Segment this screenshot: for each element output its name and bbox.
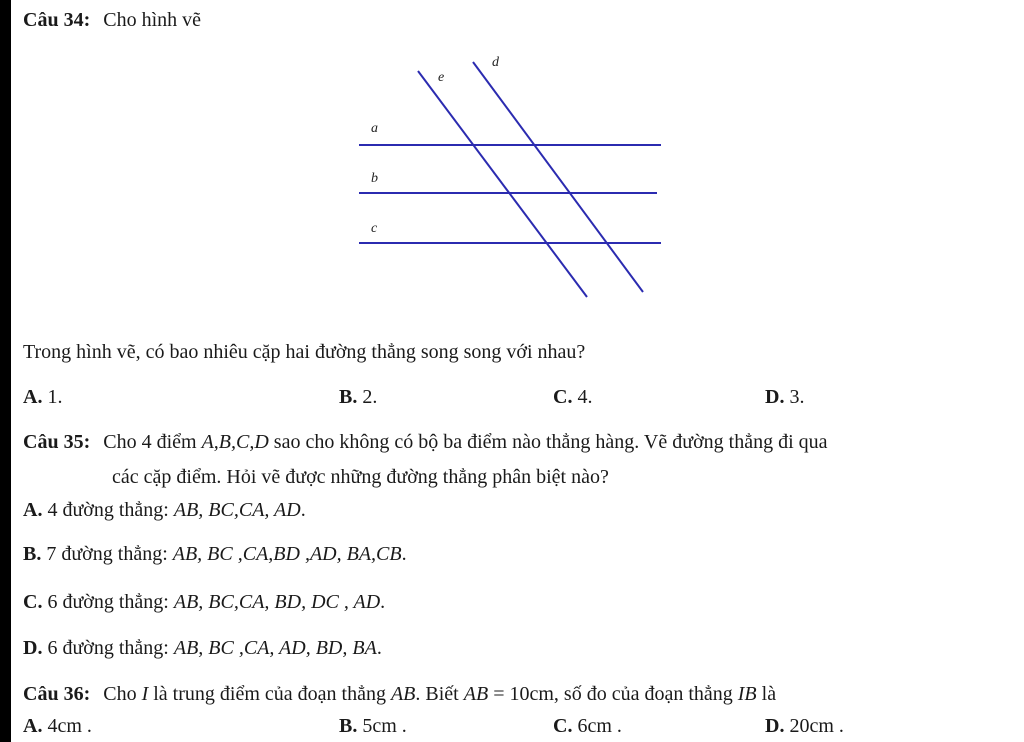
question-35-number: Câu 35:	[23, 431, 91, 453]
question-34-header	[23, 8, 201, 32]
q36-option-d: D. 20cm .	[765, 715, 844, 737]
label-a: a	[371, 121, 378, 136]
question-35-stem-line2: các cặp điểm. Hỏi vẽ được những đường thẳng phân biệt nào?	[112, 466, 609, 488]
question-36-stem: Câu 36: Cho I là trung điểm của đoạn thẳng AB. Biết AB = 10cm, số đo của đoạn thẳng IB là	[23, 683, 777, 705]
question-34-prompt: Trong hình vẽ, có bao nhiêu cặp hai đường thẳng song song với nhau?	[23, 341, 586, 363]
q35-option-d: D. 6 đường thẳng: AB, BC ,CA, AD, BD, BA.	[23, 637, 382, 659]
q34-option-a: A. 1.	[23, 386, 63, 408]
q35-option-b: B. 7 đường thẳng: AB, BC ,CA,BD ,AD, BA,CB.	[23, 543, 407, 565]
question-35-stem-line1: Câu 35: Cho 4 điểm A,B,C,D sao cho không có bộ ba điểm nào thẳng hàng. Vẽ đường thẳng đi qua	[23, 431, 828, 453]
q36-option-a: A. 4cm .	[23, 715, 92, 737]
q36-option-c: C. 6cm .	[553, 715, 622, 737]
label-c: c	[371, 221, 378, 236]
q35-option-a: A. 4 đường thẳng: AB, BC,CA, AD.	[23, 499, 306, 521]
question-34-number: Câu 34:	[23, 9, 91, 31]
q34-option-b: B. 2.	[339, 386, 378, 408]
q34-option-d: D. 3.	[765, 386, 805, 408]
worksheet-page	[11, 0, 1024, 742]
parallel-lines-figure	[341, 50, 681, 310]
question-36-number: Câu 36:	[23, 683, 91, 705]
figure-lines	[359, 62, 661, 297]
q36-option-b: B. 5cm .	[339, 715, 407, 737]
line-e	[418, 71, 587, 297]
q35-option-c: C. 6 đường thẳng: AB, BC,CA, BD, DC , AD.	[23, 591, 386, 613]
question-34-stem: Cho hình vẽ	[103, 9, 202, 31]
label-d: d	[492, 55, 499, 70]
q34-option-c: C. 4.	[553, 386, 593, 408]
label-b: b	[371, 171, 378, 186]
label-e: e	[438, 70, 445, 85]
